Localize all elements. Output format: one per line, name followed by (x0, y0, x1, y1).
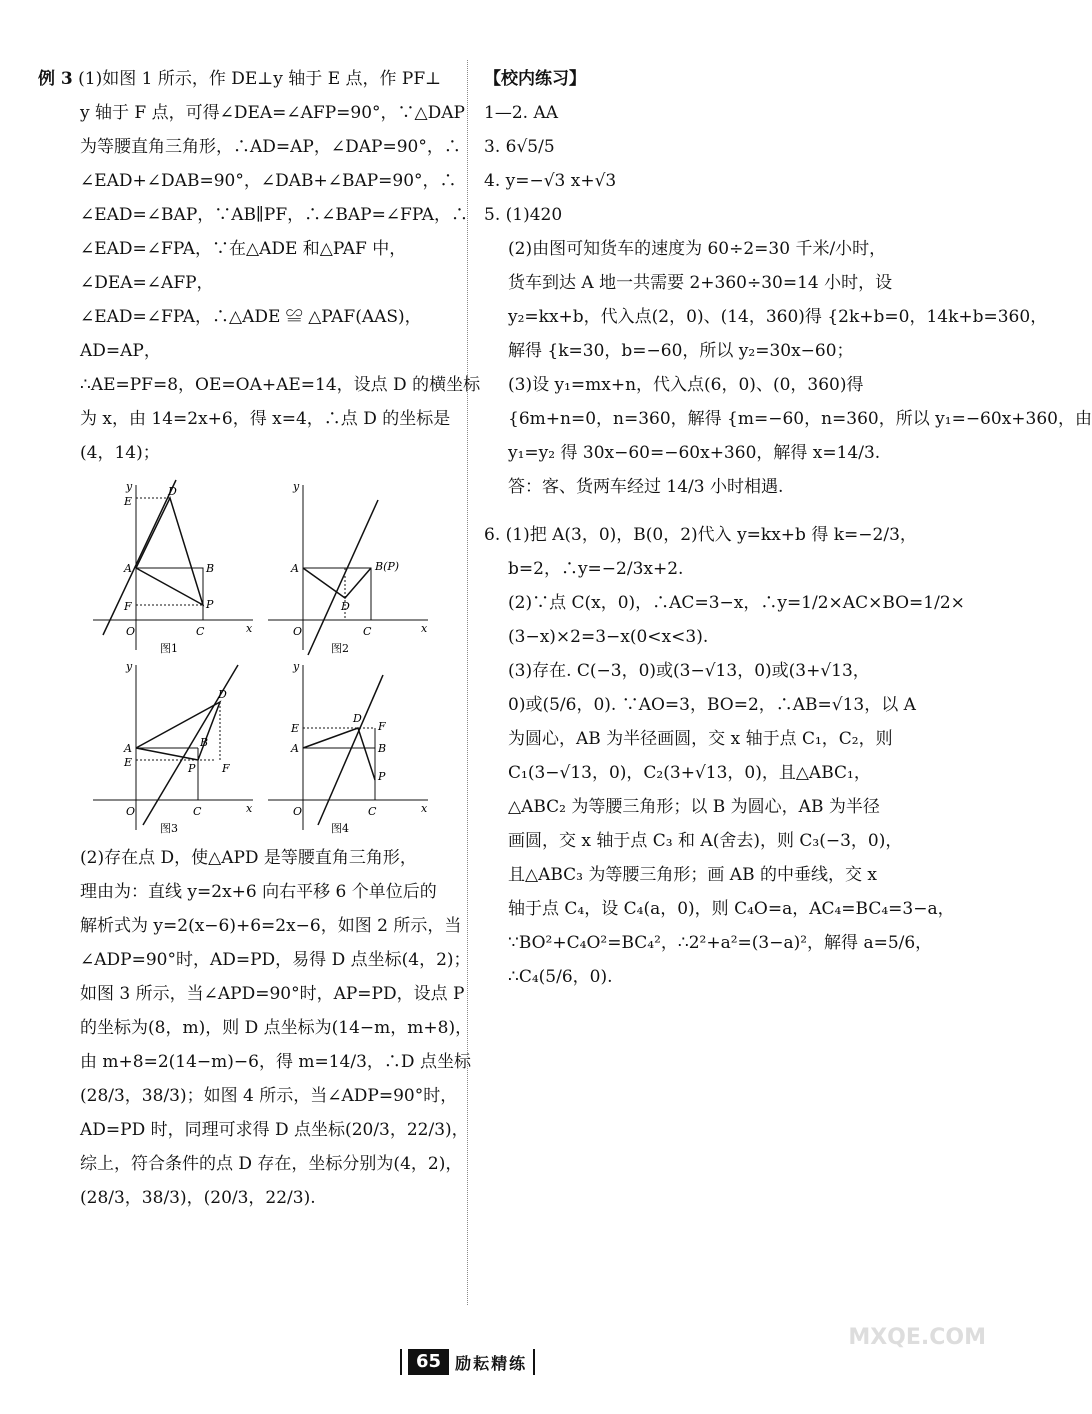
figure-1 (88, 480, 258, 655)
text-line: ∠EAD=∠FPA，∴△ADE ≌ △PAF(AAS)， (80, 307, 422, 327)
svg-text:O: O (293, 805, 303, 818)
svg-text:A: A (291, 742, 299, 755)
svg-text:B: B (378, 742, 387, 755)
text-line: (2)∵点 C(x，0)，∴AC=3−x，∴y=1/2×AC×BO=1/2× (508, 593, 965, 613)
svg-text:O: O (293, 625, 303, 638)
svg-text:F: F (378, 720, 386, 733)
svg-text:C: C (196, 625, 205, 638)
text-line: ∠ADP=90°时，AD=PD，易得 D 点坐标(4，2)； (80, 950, 471, 970)
text-line: 3. 6√5/5 (484, 137, 555, 157)
text-line-content: (1)如图 1 所示，作 DE⊥y 轴于 E 点，作 PF⊥ (78, 69, 442, 89)
text-line: 为圆心，AB 为半径画圆，交 x 轴于点 C₁，C₂，则 (508, 729, 893, 749)
text-line: {6m+n=0，n=360，解得 {m=−60，n=360，所以 y₁=−60x+360，由 (508, 409, 1092, 429)
svg-text:y: y (126, 480, 133, 493)
text-line: 4. y=−√3 x+√3 (484, 171, 617, 191)
svg-text:E: E (124, 756, 133, 769)
svg-text:y: y (126, 660, 133, 673)
text-line: (28/3，38/3)；如图 4 所示，当∠ADP=90°时， (80, 1086, 458, 1106)
svg-text:E: E (124, 495, 133, 508)
watermark: MXQE.COM (848, 1325, 986, 1350)
text-line: AD=AP， (80, 341, 161, 361)
svg-text:y: y (293, 660, 300, 673)
svg-text:y: y (293, 480, 300, 493)
svg-text:E: E (291, 722, 300, 735)
svg-text:D: D (218, 688, 227, 701)
svg-text:O: O (126, 625, 136, 638)
text-line: 如图 3 所示，当∠APD=90°时，AP=PD，设点 P (80, 984, 465, 1004)
svg-text:x: x (246, 622, 253, 635)
text-line: b=2，∴y=−2/3x+2. (508, 559, 684, 579)
text-line: (28/3，38/3)，(20/3，22/3). (80, 1188, 316, 1208)
text-line: C₁(3−√13，0)，C₂(3+√13，0)，且△ABC₁， (508, 763, 871, 783)
text-line: (2)存在点 D，使△APD 是等腰直角三角形， (80, 848, 417, 868)
svg-text:F: F (222, 762, 230, 775)
text-line: ∠EAD+∠DAB=90°，∠DAB+∠BAP=90°，∴ (80, 171, 457, 191)
text-line: 画圆，交 x 轴于点 C₃ 和 A(舍去)，则 C₃(−3，0)， (508, 831, 903, 851)
text-line: 解析式为 y=2(x−6)+6=2x−6，如图 2 所示，当 (80, 916, 462, 936)
text-line: (4，14)； (80, 443, 160, 463)
text-line: y₂=kx+b，代入点(2，0)、(14，360)得 {2k+b=0，14k+b=360， (508, 307, 1048, 327)
figures (38, 480, 450, 835)
text-line: 6. (1)把 A(3，0)，B(0，2)代入 y=kx+b 得 k=−2/3， (484, 525, 917, 545)
left-column (38, 62, 481, 1215)
svg-text:B: B (200, 736, 209, 749)
svg-text:B: B (206, 562, 215, 575)
section-title: 【校内练习】 (484, 69, 586, 89)
text-line: 为 x，由 14=2x+6，得 x=4，∴点 D 的坐标是 (80, 409, 451, 429)
text-line: 为等腰直角三角形，∴AD=AP，∠DAP=90°，∴ (80, 137, 461, 157)
text-line: 轴于点 C₄，设 C₄(a，0)，则 C₄O=a，AC₄=BC₄=3−a， (508, 899, 955, 919)
figure-4 (263, 660, 433, 835)
text-line: 5. (1)420 (484, 205, 563, 225)
text-line: 1—2. AA (484, 103, 558, 123)
svg-text:O: O (126, 805, 136, 818)
svg-text:C: C (368, 805, 377, 818)
svg-text:D: D (168, 485, 177, 498)
footer-bar (400, 1349, 402, 1375)
text-line: ∴AE=PF=8，OE=OA+AE=14，设点 D 的横坐标 (80, 375, 481, 395)
svg-text:x: x (246, 802, 253, 815)
text-line: ∵BO²+C₄O²=BC₄²，∴2²+a²=(3−a)²，解得 a=5/6， (508, 933, 933, 953)
text-line: (3)设 y₁=mx+n，代入点(6，0)、(0，360)得 (508, 375, 864, 395)
svg-text:C: C (193, 805, 202, 818)
svg-text:C: C (363, 625, 372, 638)
text-line: y₁=y₂ 得 30x−60=−60x+360，解得 x=14/3. (508, 443, 881, 463)
text-line: (3)存在. C(−3，0)或(3−√13，0)或(3+√13， (508, 661, 870, 681)
text-line: △ABC₂ 为等腰三角形；以 B 为圆心，AB 为半径 (508, 797, 880, 817)
text-line: 解得 {k=30，b=−60，所以 y₂=30x−60； (508, 341, 854, 361)
text-line: 答：客、货两车经过 14/3 小时相遇. (508, 477, 784, 497)
svg-text:F: F (124, 600, 132, 613)
brand-name: 励耘精练 (455, 1353, 528, 1373)
text-line: 综上，符合条件的点 D 存在，坐标分别为(4，2)， (80, 1154, 463, 1174)
text-line: 由 m+8=2(14−m)−6，得 m=14/3，∴D 点坐标 (80, 1052, 471, 1072)
text-line: ∠EAD=∠BAP，∵AB∥PF，∴∠BAP=∠FPA，∴ (80, 205, 469, 225)
page-footer (400, 1348, 535, 1376)
text-line: 0)或(5/6，0). ∵AO=3，BO=2，∴AB=√13，以 A (508, 695, 916, 715)
svg-text:B(P): B(P) (375, 560, 400, 573)
example-label: 例 3 (38, 69, 73, 89)
page-number: 65 (408, 1349, 449, 1375)
svg-text:x: x (421, 802, 428, 815)
text-line: ∴C₄(5/6，0). (508, 967, 613, 987)
text-line (38, 62, 450, 96)
footer-bar (533, 1349, 535, 1375)
svg-text:P: P (206, 598, 214, 611)
svg-text:D: D (353, 712, 362, 725)
text-line: 的坐标为(8，m)，则 D 点坐标为(14−m，m+8)， (80, 1018, 473, 1038)
text-line: AD=PD 时，同理可求得 D 点坐标(20/3，22/3)， (80, 1120, 469, 1140)
text-line: 且△ABC₃ 为等腰三角形；画 AB 的中垂线，交 x (508, 865, 877, 885)
text-line: (3−x)×2=3−x(0<x<3). (508, 627, 709, 647)
svg-text:P: P (378, 770, 386, 783)
text-line: 理由为：直线 y=2x+6 向右平移 6 个单位后的 (80, 882, 437, 902)
figure-caption: 图1 (160, 642, 178, 655)
figure-caption: 图4 (331, 822, 349, 835)
text-line: ∠EAD=∠FPA，∵在△ADE 和△PAF 中， (80, 239, 407, 259)
svg-text:D: D (341, 600, 350, 613)
svg-text:A: A (124, 742, 132, 755)
figure-caption: 图2 (331, 642, 349, 655)
svg-text:A: A (124, 562, 132, 575)
svg-text:P: P (188, 762, 196, 775)
svg-text:A: A (291, 562, 299, 575)
text-line: y 轴于 F 点，可得∠DEA=∠AFP=90°，∵△DAP (80, 103, 465, 123)
text-line: 货车到达 A 地一共需要 2+360÷30=14 小时，设 (508, 273, 893, 293)
svg-text:x: x (421, 622, 428, 635)
text-line: ∠DEA=∠AFP， (80, 273, 214, 293)
figure-caption: 图3 (160, 822, 178, 835)
text-line: (2)由图可知货车的速度为 60÷2=30 千米/小时， (508, 239, 887, 259)
figure-2 (263, 480, 433, 655)
figure-3 (88, 660, 258, 835)
right-column (484, 62, 1092, 994)
